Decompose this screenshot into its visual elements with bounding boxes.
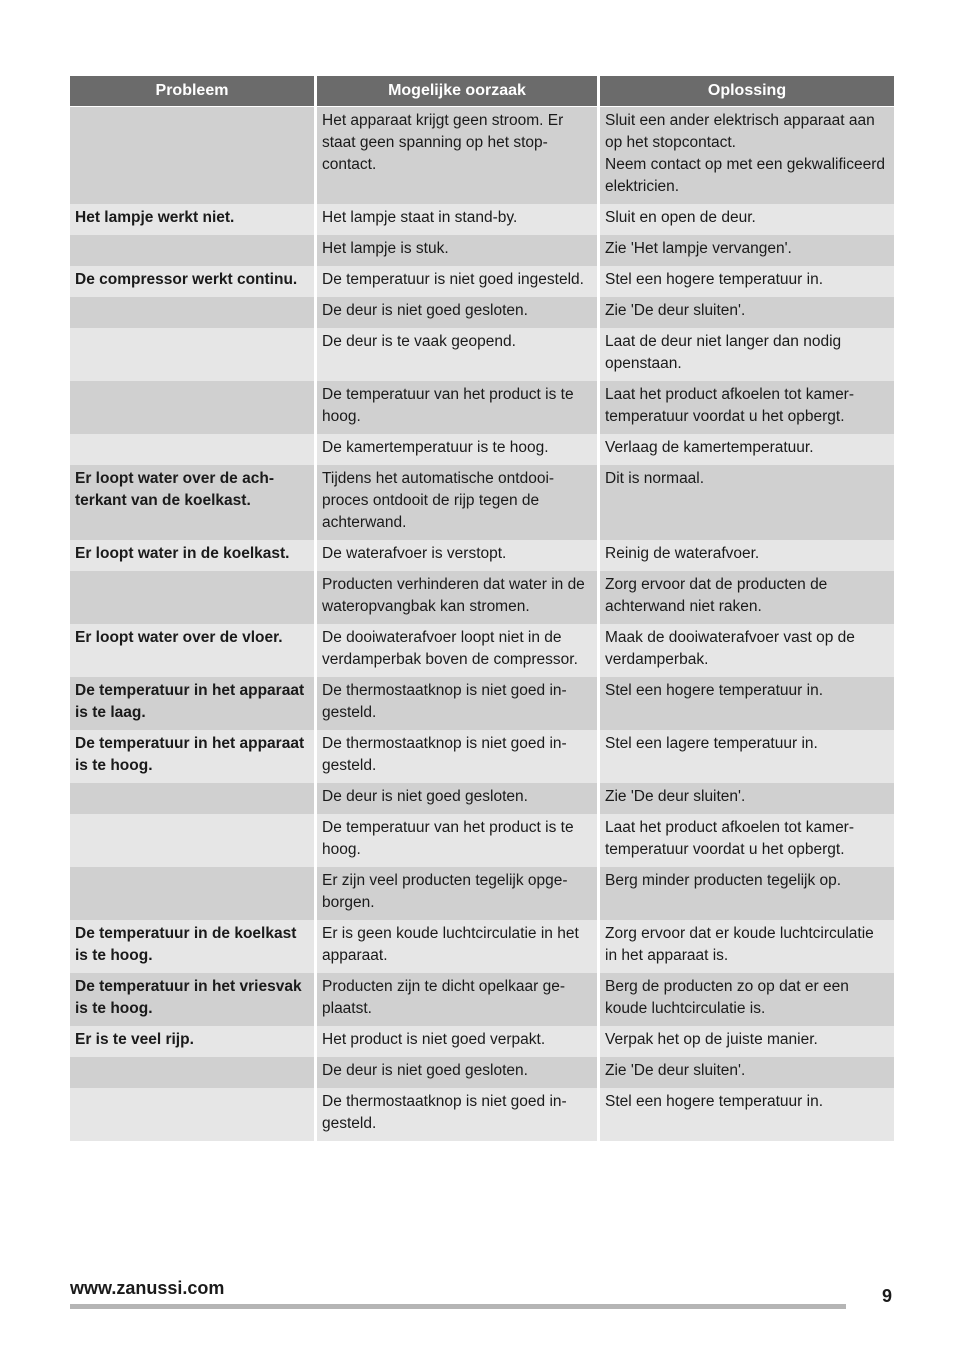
table-row bbox=[70, 867, 894, 920]
problem-cell bbox=[70, 381, 314, 434]
table-row bbox=[70, 107, 894, 204]
header-row bbox=[70, 76, 894, 107]
table-row bbox=[70, 381, 894, 434]
table-row bbox=[70, 730, 894, 783]
table-row bbox=[70, 920, 894, 973]
problem-cell bbox=[70, 235, 314, 266]
table-row bbox=[70, 783, 894, 814]
table-row bbox=[70, 434, 894, 465]
solution-cell: Dit is normaal. bbox=[600, 465, 894, 540]
cause-cell: De dooiwaterafvoer loopt niet in de verdamperbak boven de compressor. bbox=[317, 624, 597, 677]
table-body bbox=[70, 107, 894, 1141]
problem-cell bbox=[70, 328, 314, 381]
table-row bbox=[70, 1026, 894, 1057]
cause-cell: Er is geen koude luchtcirculatie in het apparaat. bbox=[317, 920, 597, 973]
solution-cell: Maak de dooiwaterafvoer vast op de verdamperbak. bbox=[600, 624, 894, 677]
cause-cell: De thermostaatknop is niet goed ingesteld. bbox=[317, 677, 597, 730]
solution-cell: Laat het product afkoelen tot kamertemperatuur voordat u het opbergt. bbox=[600, 381, 894, 434]
table-row bbox=[70, 297, 894, 328]
problem-cell bbox=[70, 867, 314, 920]
cause-cell: Er zijn veel producten tegelijk opgeborgen. bbox=[317, 867, 597, 920]
problem-cell: De compressor werkt continu. bbox=[70, 266, 314, 297]
solution-cell: Berg de producten zo op dat er een koude luchtcirculatie is. bbox=[600, 973, 894, 1026]
cause-cell: De thermostaatknop is niet goed ingesteld. bbox=[317, 1088, 597, 1141]
table-header bbox=[70, 76, 894, 107]
problem-cell bbox=[70, 571, 314, 624]
cause-cell: Het product is niet goed verpakt. bbox=[317, 1026, 597, 1057]
problem-cell: Het lampje werkt niet. bbox=[70, 204, 314, 235]
table-row bbox=[70, 814, 894, 867]
problem-cell: Er loopt water over de vloer. bbox=[70, 624, 314, 677]
cause-cell: Het apparaat krijgt geen stroom. Er staat geen spanning op het stopcontact. bbox=[317, 107, 597, 204]
solution-cell: Sluit en open de deur. bbox=[600, 204, 894, 235]
cause-cell: De temperatuur van het product is te hoog. bbox=[317, 381, 597, 434]
solution-cell: Zie 'De deur sluiten'. bbox=[600, 783, 894, 814]
problem-cell bbox=[70, 434, 314, 465]
table-row bbox=[70, 204, 894, 235]
table-row bbox=[70, 624, 894, 677]
cause-cell: De deur is niet goed gesloten. bbox=[317, 297, 597, 328]
table-row bbox=[70, 1088, 894, 1141]
table-row bbox=[70, 540, 894, 571]
problem-cell: De temperatuur in het apparaat is te hoog. bbox=[70, 730, 314, 783]
problem-cell bbox=[70, 814, 314, 867]
problem-cell: De temperatuur in de koelkast is te hoog. bbox=[70, 920, 314, 973]
solution-cell: Zie 'Het lampje vervangen'. bbox=[600, 235, 894, 266]
solution-cell: Stel een hogere temperatuur in. bbox=[600, 266, 894, 297]
problem-cell: De temperatuur in het apparaat is te laag. bbox=[70, 677, 314, 730]
cause-cell: Het lampje staat in stand-by. bbox=[317, 204, 597, 235]
problem-cell bbox=[70, 783, 314, 814]
table-row bbox=[70, 1057, 894, 1088]
solution-line: Sluit een ander elektrisch apparaat aan op het stopcontact. bbox=[605, 112, 875, 151]
solution-cell: Berg minder producten tegelijk op. bbox=[600, 867, 894, 920]
solution-cell: Laat het product afkoelen tot kamertemperatuur voordat u het opbergt. bbox=[600, 814, 894, 867]
table-row bbox=[70, 465, 894, 540]
cause-cell: De deur is niet goed gesloten. bbox=[317, 783, 597, 814]
table-row bbox=[70, 328, 894, 381]
solution-cell bbox=[600, 107, 894, 204]
solution-cell: Stel een hogere temperatuur in. bbox=[600, 677, 894, 730]
footer-website-url[interactable]: www.zanussi.com bbox=[70, 1278, 225, 1298]
cause-cell: De deur is te vaak geopend. bbox=[317, 328, 597, 381]
problem-cell bbox=[70, 1057, 314, 1088]
cause-cell: Producten verhinderen dat water in de wateropvangbak kan stromen. bbox=[317, 571, 597, 624]
problem-cell bbox=[70, 297, 314, 328]
solution-line: Neem contact op met een gekwalificeerd elektricien. bbox=[605, 156, 886, 195]
problem-cell: Er loopt water in de koelkast. bbox=[70, 540, 314, 571]
cause-cell: De temperatuur van het product is te hoog. bbox=[317, 814, 597, 867]
table-row bbox=[70, 235, 894, 266]
cause-cell: Producten zijn te dicht opelkaar geplaatst. bbox=[317, 973, 597, 1026]
cause-cell: De thermostaatknop is niet goed ingesteld. bbox=[317, 730, 597, 783]
solution-cell: Reinig de waterafvoer. bbox=[600, 540, 894, 571]
cause-cell: De waterafvoer is verstopt. bbox=[317, 540, 597, 571]
cause-cell: Het lampje is stuk. bbox=[317, 235, 597, 266]
problem-cell bbox=[70, 107, 314, 204]
solution-cell: Zorg ervoor dat de producten de achterwand niet raken. bbox=[600, 571, 894, 624]
header-oplossing: Oplossing bbox=[600, 76, 894, 107]
solution-cell: Stel een lagere temperatuur in. bbox=[600, 730, 894, 783]
solution-cell: Stel een hogere temperatuur in. bbox=[600, 1088, 894, 1141]
solution-cell: Laat de deur niet langer dan nodig openstaan. bbox=[600, 328, 894, 381]
problem-cell: Er loopt water over de achterkant van de koelkast. bbox=[70, 465, 314, 540]
table-row bbox=[70, 266, 894, 297]
page-number: 9 bbox=[882, 1286, 893, 1306]
cause-cell: De deur is niet goed gesloten. bbox=[317, 1057, 597, 1088]
header-mogelijke-oorzaak: Mogelijke oorzaak bbox=[317, 76, 597, 107]
problem-cell: De temperatuur in het vriesvak is te hoog. bbox=[70, 973, 314, 1026]
header-probleem: Probleem bbox=[70, 76, 314, 107]
footer-divider bbox=[70, 1304, 846, 1309]
table-row bbox=[70, 677, 894, 730]
table-row bbox=[70, 571, 894, 624]
solution-cell: Verlaag de kamertemperatuur. bbox=[600, 434, 894, 465]
table-row bbox=[70, 973, 894, 1026]
solution-cell: Verpak het op de juiste manier. bbox=[600, 1026, 894, 1057]
cause-cell: De temperatuur is niet goed ingesteld. bbox=[317, 266, 597, 297]
cause-cell: De kamertemperatuur is te hoog. bbox=[317, 434, 597, 465]
solution-cell: Zie 'De deur sluiten'. bbox=[600, 1057, 894, 1088]
cause-cell: Tijdens het automatische ontdooiproces ontdooit de rijp tegen de achterwand. bbox=[317, 465, 597, 540]
problem-cell: Er is te veel rijp. bbox=[70, 1026, 314, 1057]
solution-cell: Zorg ervoor dat er koude luchtcirculatie in het apparaat is. bbox=[600, 920, 894, 973]
solution-cell: Zie 'De deur sluiten'. bbox=[600, 297, 894, 328]
problem-cell bbox=[70, 1088, 314, 1141]
troubleshooting-table bbox=[67, 76, 897, 1141]
